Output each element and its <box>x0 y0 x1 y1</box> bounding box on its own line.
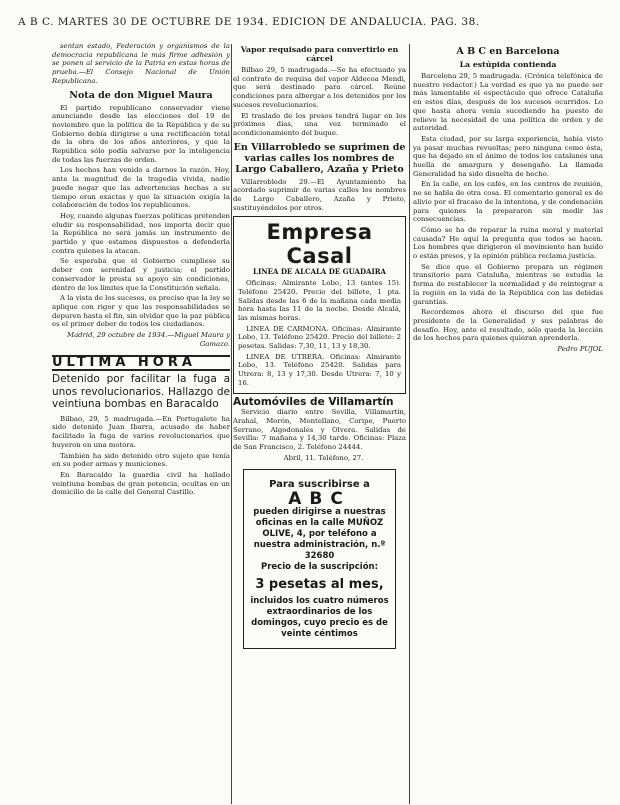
paragraph: Villarrobledo 29.—El Ayuntamiento ha acordado suprimir de varias calles los nombres de Largo Caballero, Azaña y Prieto, sustituyéndolos por otros. <box>233 177 406 212</box>
paragraph: En la calle, en los cafés, en los centros de reunión, no se habla de otra cosa. El comentario general es de alivio por el fracaso de la intentona, y de condenación para quienes la prepararon sin medir las consecuencias. <box>413 180 603 224</box>
ad-paragraph: Oficinas: Almirante Lobo, 13 (antes 15). Teléfono 25420. Precio del billete, 1 pta. Salidas desde las 6 de la mañana cada media hora hasta las 11 de la noche. Desde Alcalá, las mismas horas. <box>238 279 401 322</box>
advertisement-suscripcion <box>243 469 396 650</box>
article-title-maura: Nota de don Miguel Maura <box>69 89 213 101</box>
paragraph: Barcelona 29, 5 madrugada. (Crónica telefónica de nuestro redactor.) La verdad es que ya no puede ser más lamentable el espectáculo que ofrece Cataluña en estos días, después de los sucesos ocurridos. Lo que hasta ahora venía sucediendo ha puesto de relieve la necesidad de una política de orden y de autoridad. <box>413 72 603 133</box>
signature: Pedro PUJOL <box>557 345 603 354</box>
ad-price: 3 pesetas al mes, <box>255 577 384 593</box>
ultima-hora-headline: Detenido por facilitar la fuga a unos revolucionarios. Hallazgo de veintiuna bombas en Baracaldo <box>52 373 230 411</box>
ultima-hora-banner: ULTIMA HORA <box>52 355 230 372</box>
ad-line: incluidos los cuatro números extraordinarios de los domingos, cuyo precio es de veinte céntimos <box>250 596 389 640</box>
page-header: A B C. MARTES 30 DE OCTUBRE DE 1934. EDICION DE ANDALUCIA. PAG. 38. <box>18 16 480 28</box>
intro-paragraph: sentan estado, Federación y organismos de la democracia republicana le más firme adhesión y se ponen al servicio de la Patria en estas horas de prueba.—El Consejo Nacional de Unión Republicana. <box>52 42 230 85</box>
article-title-barcelona: A B C en Barcelona <box>456 46 560 57</box>
column-rule <box>409 44 410 804</box>
column-1 <box>52 42 230 804</box>
ad-title-villamartin: Automóviles de Villamartín <box>233 395 394 408</box>
ad-line: Precio de la suscripción: <box>261 562 378 573</box>
ad-title: Empresa Casal <box>266 220 373 269</box>
ad-line: Para suscribirse a <box>269 478 370 490</box>
paragraph: También ha sido detenido otro sujeto que tenía en su poder armas y municiones. <box>52 451 230 469</box>
ad-logo-abc: ABC <box>288 488 351 509</box>
paragraph: Se esperaba que el Gobierno cumpliese su deber con serenidad y justicia; el partido conservador le presta su apoyo sin condiciones, dentro de los límites que la Constitución señala. <box>52 257 230 292</box>
article-title-villarrobledo: En Villarrobledo se suprimen de varias calles los nombres de Largo Caballero, Azaña y Prieto <box>233 141 406 175</box>
paragraph: Cómo se ha de reparar la ruina moral y material causada? He aquí la pregunta que todos se hacen. Los hombres que dirigieron el movimiento han huido o están presos, y la opinión pública reclama justicia. <box>413 225 603 261</box>
paragraph: En Baracaldo la guardia civil ha hallado veintiuna bombas de gran potencia, ocultas en un domicilio de la calle del General Castillo. <box>52 470 230 497</box>
article-subtitle: La estúpida contienda <box>459 60 557 69</box>
paragraph: El partido republicano conservador viene anunciando desde las elecciones del 19 de noviembre que la política de la República y de su Gobierno debía dirigirse a una rectificación total de la obra de los años anteriores, y que la República sólo podía salvarse por la inteligencia de todas las fuerzas de orden. <box>52 103 230 164</box>
column-3 <box>413 42 603 804</box>
ad-address: Abril, 11. Teléfono, 27. <box>283 453 364 462</box>
ad-paragraph: LINEA DE CARMONA. Oficinas: Almirante Lobo, 13. Teléfono 25420. Precio del billete: 2 pesetas. Salidas: 7,30, 11, 13 y 18,30. <box>238 324 401 351</box>
advertisement-empresa-casal <box>233 216 406 393</box>
paragraph: Esta ciudad, por su larga experiencia, había visto ya pasar muchas revueltas; pero ninguna como ésta, que ha dejado en el ánimo de todos los catalanes una huella de amargura y desengaño. La llamada Generalidad ha sido disuelta de hecho. <box>413 134 603 178</box>
ad-paragraph: LINEA DE UTRERA. Oficinas: Almirante Lobo, 13. Teléfono 25420. Salidas para Utrera: 8, 13 y 17,30. Desde Utrera: 7, 10 y 16. <box>238 352 401 387</box>
paragraph: Se dice que el Gobierno prepara un régimen transitorio para Cataluña, mientras se estudia la forma de restablecer la normalidad y de reintegrar a la región en la vida de la República con las debidas garantías. <box>413 262 603 306</box>
signature: Madrid, 29 octubre de 1934.—Miguel Maura y Gamazo. <box>67 331 230 348</box>
ad-line: pueden dirigirse a nuestras oficinas en la calle MUÑOZ OLIVE, 4, por teléfono a nuestra administración, n.º 32680 <box>253 507 386 562</box>
article-title-vapor: Vapor requisado para convertirlo en cárcel <box>240 45 399 63</box>
paragraph: Hoy, cuando algunas fuerzas políticas pretenden eludir su responsabilidad, nos importa decir que la República no será jamás un instrumento de partido y que estamos dispuestos a defenderla contra quienes la atacan. <box>52 211 230 255</box>
paragraph: A la vista de los sucesos, es preciso que la ley se aplique con rigor y que las responsabilidades se depuren hasta el fin, sin olvidar que la paz pública es el primer deber de todos los ciudadanos. <box>52 294 230 329</box>
paragraph: Recordemos ahora el discurso del que fue presidente de la Generalidad y sus palabras de desafío. Hoy, ante el resultado, sólo queda la lección de los hechos para quienes quieran aprenderla. <box>413 308 603 343</box>
paragraph: El traslado de los presos tendrá lugar en los próximos días, una vez terminado el acondicionamiento del buque. <box>233 111 406 137</box>
ad-subtitle: LINEA DE ALCALA DE GUADAIRA <box>253 267 386 277</box>
ad-paragraph: Servicio diario entre Sevilla, Villamartín, Arahal, Morón, Montellano, Coripe, Puerto Serrano, Algodonales y Olvera. Salidas de Sevilla: 7 mañana y 14,30 tarde. Oficinas: Plaza de San Francisco, 2. Teléfono 24444. <box>233 408 406 452</box>
column-2 <box>233 42 406 804</box>
paragraph: Bilbao, 29, 5 madrugada.—En Portugalete ha sido detenido Juan Ibarra, acusado de haber facilitado la fuga de varios revolucionarios que huyeron en una motora. <box>52 414 230 449</box>
column-rule <box>231 44 232 804</box>
paragraph: Los hechos han venido a darnos la razón. Hoy, ante la magnitud de la tragedia vivida, nadie puede negar que las advertencias hechas a su tiempo eran exactas y que la situación exigía la colaboración de todos los republicanos. <box>52 166 230 210</box>
paragraph: Bilbao 29, 5 madrugada.—Se ha efectuado ya el contrato de requisa del vapor Aldecoa Mendi, que será destinado para cárcel. Reúne condiciones para albergar a los detenidos por los sucesos revolucionarios. <box>233 66 406 109</box>
